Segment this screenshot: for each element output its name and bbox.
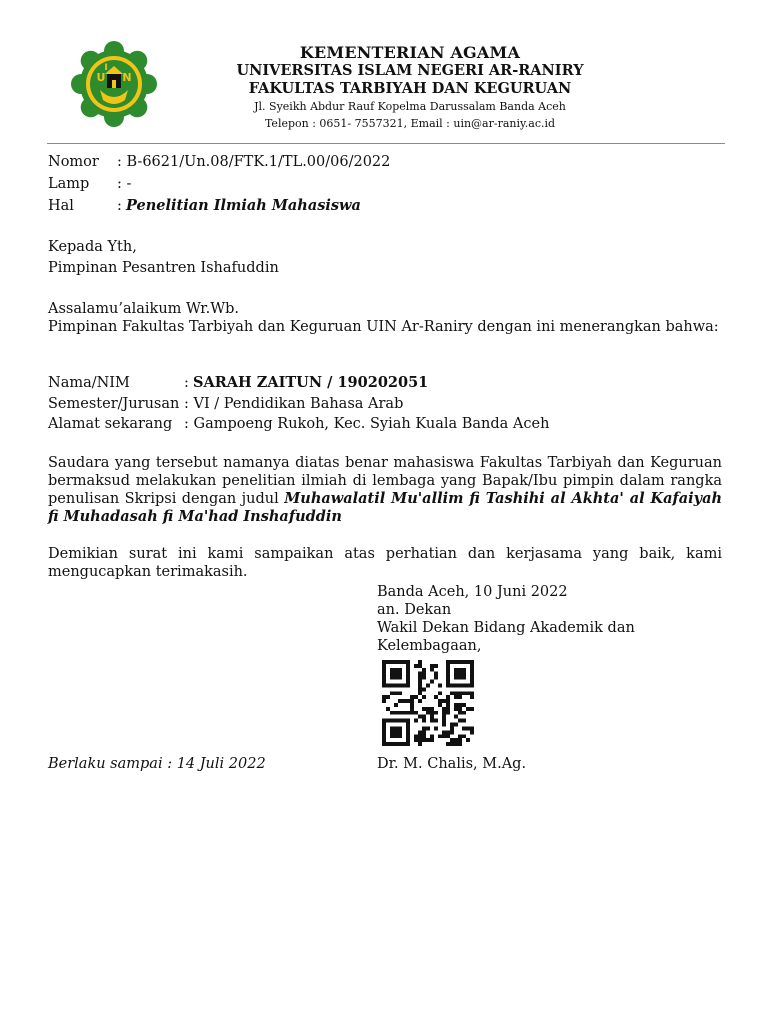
body-paragraph: [48, 454, 722, 526]
address-label: Alamat sekarang: [48, 416, 173, 432]
validity-date: Berlaku sampai : 14 Juli 2022: [48, 756, 266, 772]
on-behalf: an. Dekan: [377, 602, 452, 618]
hal-label: Hal: [48, 198, 74, 214]
student-name-label: Nama/NIM: [48, 375, 130, 391]
body-text: Saudara yang tersebut namanya diatas benar mahasiswa Fakultas Tarbiyah dan Keguruan bermaksud melakukan penelitian ilmiah di lembaga yang Bapak/Ibu pimpin dalam rangka penulisan Skripsi dengan judul: [48, 455, 722, 507]
signer-name: Dr. M. Chalis, M.Ag.: [377, 756, 527, 772]
uin-logo: [70, 40, 158, 128]
signer-position-2: Kelembagaan,: [377, 638, 482, 654]
nomor-label: Nomor: [48, 154, 99, 170]
hal-colon: :: [117, 198, 122, 214]
semester-value: : VI / Pendidikan Bahasa Arab: [184, 396, 404, 412]
logo-lettering: U: [96, 71, 106, 84]
recipient-salutation: Kepada Yth,: [48, 239, 137, 255]
header-divider: [47, 143, 725, 144]
closing-paragraph: Demikian surat ini kami sampaikan atas perhatian dan kerjasama yang baik, kami mengucapkan terimakasih.: [48, 546, 722, 580]
lamp-value: : -: [117, 176, 132, 192]
semester-label: Semester/Jurusan: [48, 396, 180, 412]
lamp-label: Lamp: [48, 176, 90, 192]
place-date: Banda Aceh, 10 Juni 2022: [377, 584, 568, 600]
qr-code: [382, 660, 474, 746]
student-name-value: SARAH ZAITUN / 190202051: [193, 374, 429, 391]
faculty-name: FAKULTAS TARBIYAH DAN KEGURUAN: [248, 80, 572, 97]
university-name: UNIVERSITAS ISLAM NEGERI AR-RANIRY: [236, 62, 584, 79]
recipient-name: Pimpinan Pesantren Ishafuddin: [48, 260, 279, 276]
ministry-name: KEMENTERIAN AGAMA: [299, 43, 521, 62]
institution-address: Jl. Syeikh Abdur Rauf Kopelma Darussalam Banda Aceh: [254, 100, 566, 113]
nomor-value: : B-6621/Un.08/FTK.1/TL.00/06/2022: [117, 154, 391, 170]
subject-value: Penelitian Ilmiah Mahasiswa: [126, 197, 361, 214]
address-value: : Gampoeng Rukoh, Kec. Syiah Kuala Banda Aceh: [184, 416, 550, 432]
svg-text:I: I: [104, 63, 108, 73]
greeting: Assalamu’alaikum Wr.Wb.: [48, 301, 240, 317]
thesis-title: Muhawalatil Mu'allim fi Tashihi al Akhta' al Kafaiyah fi Muhadasah fi Ma'had Inshafuddin: [48, 490, 723, 525]
student-name-colon: :: [184, 375, 189, 391]
svg-text:N: N: [122, 71, 132, 84]
institution-contact: Telepon : 0651- 7557321, Email : uin@ar-raniy.ac.id: [264, 117, 556, 130]
intro-paragraph: Pimpinan Fakultas Tarbiyah dan Keguruan UIN Ar-Raniry dengan ini menerangkan bahwa:: [48, 319, 719, 335]
signer-position-1: Wakil Dekan Bidang Akademik dan: [377, 620, 635, 636]
